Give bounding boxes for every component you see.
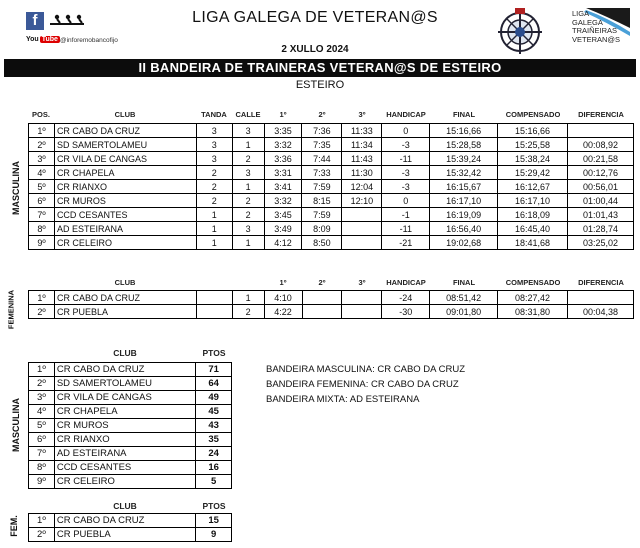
- note-femenina: BANDEIRA FEMENINA: CR CABO DA CRUZ: [266, 379, 459, 390]
- table-row: [29, 514, 232, 528]
- cell-club: CCD CESANTES: [54, 461, 195, 475]
- cell-tanda: 2: [196, 180, 232, 194]
- fem-header-final: FINAL: [452, 278, 476, 287]
- cell-pos: 2º: [29, 377, 55, 391]
- social-links: [26, 12, 88, 30]
- cell-ptos: 9: [196, 528, 232, 542]
- cell-s1: 3:32: [264, 138, 302, 152]
- cell-final: 19:02,68: [430, 236, 498, 250]
- cell-compensado: 16:18,09: [498, 208, 568, 222]
- table-row: [29, 222, 634, 236]
- cell-diferencia: 00:04,38: [567, 305, 633, 319]
- cell-compensado: 08:31,80: [498, 305, 568, 319]
- club-crest-icon: [498, 6, 542, 58]
- cell-final: 16:56,40: [430, 222, 498, 236]
- cell-ptos: 16: [196, 461, 232, 475]
- points-header-club: CLUB: [113, 348, 137, 358]
- cell-ptos: 45: [196, 405, 232, 419]
- cell-final: 15:28,58: [430, 138, 498, 152]
- cell-s1: 3:49: [264, 222, 302, 236]
- femenina-label: FEMENINA: [6, 289, 16, 330]
- table-row: [29, 152, 634, 166]
- cell-pos: 5º: [29, 419, 55, 433]
- cell-pos: 6º: [29, 194, 55, 208]
- cell-s3: 12:04: [342, 180, 382, 194]
- cell-pos: 4º: [29, 166, 55, 180]
- header-compensado: COMPENSADO: [505, 110, 561, 119]
- table-row: [29, 194, 634, 208]
- points-femenina-table: [28, 513, 232, 542]
- cell-s3: 12:10: [342, 194, 382, 208]
- cell-compensado: 15:38,24: [498, 152, 568, 166]
- table-row: [29, 391, 232, 405]
- cell-s1: 4:10: [264, 291, 302, 305]
- logo-line-3: TRAIÑEIRAS: [572, 26, 618, 35]
- cell-pos: 2º: [29, 138, 55, 152]
- cell-diferencia: 01:01,43: [568, 208, 634, 222]
- fem-header-s3: 3º: [358, 278, 366, 287]
- cell-pos: 2º: [29, 305, 55, 319]
- rowers-icon: [48, 12, 88, 28]
- liga-logo-icon: [566, 6, 632, 60]
- cell-club: CR CELEIRO: [54, 236, 196, 250]
- masculina-label: MASCULINA: [11, 161, 21, 215]
- cell-pos: 9º: [29, 475, 55, 489]
- cell-club: CR RIANXO: [54, 180, 196, 194]
- cell-s1: 4:22: [264, 305, 302, 319]
- cell-s1: 3:32: [264, 194, 302, 208]
- logo-line-1: LIGA: [572, 9, 590, 18]
- table-row: [29, 461, 232, 475]
- cell-compensado: 08:27,42: [498, 291, 568, 305]
- cell-pos: 8º: [29, 461, 55, 475]
- cell-club: AD ESTEIRANA: [54, 222, 196, 236]
- cell-s3: [342, 208, 382, 222]
- youtube-icon[interactable]: [26, 36, 60, 43]
- facebook-icon[interactable]: f: [26, 12, 44, 30]
- cell-s1: 4:12: [264, 236, 302, 250]
- cell-s3: [342, 236, 382, 250]
- cell-s1: 3:35: [264, 124, 302, 138]
- cell-s2: 7:33: [302, 166, 342, 180]
- cell-handicap: -24: [382, 291, 430, 305]
- cell-pos: 8º: [29, 222, 55, 236]
- cell-calle: 3: [232, 124, 264, 138]
- cell-s3: [342, 305, 382, 319]
- cell-club: CR PUEBLA: [54, 305, 196, 319]
- cell-s3: 11:30: [342, 166, 382, 180]
- cell-final: 15:32,42: [430, 166, 498, 180]
- cell-club: SD SAMERTOLAMEU: [54, 377, 195, 391]
- cell-s1: 3:31: [264, 166, 302, 180]
- femenina-results-table: [28, 290, 634, 319]
- fem-header-handicap: HANDICAP: [386, 278, 426, 287]
- cell-ptos: 71: [196, 363, 232, 377]
- cell-calle: 1: [232, 138, 264, 152]
- event-banner: II BANDEIRA DE TRAINERAS VETERAN@S DE ESTEIRO: [4, 59, 636, 77]
- table-row: [29, 236, 634, 250]
- table-row: [29, 377, 232, 391]
- cell-diferencia: 01:28,74: [568, 222, 634, 236]
- cell-s3: [342, 222, 382, 236]
- note-masculina: BANDEIRA MASCULINA: CR CABO DA CRUZ: [266, 364, 466, 375]
- cell-compensado: 16:12,67: [498, 180, 568, 194]
- cell-handicap: -21: [382, 236, 430, 250]
- fem-header-compensado: COMPENSADO: [505, 278, 561, 287]
- cell-calle: 1: [232, 236, 264, 250]
- cell-diferencia: 00:12,76: [568, 166, 634, 180]
- points-masculina-label: MASCULINA: [11, 398, 21, 452]
- note-mixta: BANDEIRA MIXTA: AD ESTEIRANA: [266, 394, 420, 405]
- cell-club: SD SAMERTOLAMEU: [54, 138, 196, 152]
- cell-handicap: -3: [382, 166, 430, 180]
- cell-calle: 2: [232, 305, 264, 319]
- cell-tanda: [196, 305, 232, 319]
- cell-club: CR CELEIRO: [54, 475, 195, 489]
- cell-s1: 3:41: [264, 180, 302, 194]
- cell-final: 09:01,80: [430, 305, 498, 319]
- cell-club: CR MUROS: [54, 419, 195, 433]
- cell-ptos: 5: [196, 475, 232, 489]
- points-fem-header-club: CLUB: [113, 501, 137, 511]
- cell-ptos: 49: [196, 391, 232, 405]
- cell-s3: [342, 291, 382, 305]
- table-row: [29, 528, 232, 542]
- cell-club: CR CABO DA CRUZ: [54, 124, 196, 138]
- fem-header-s1: 1º: [279, 278, 287, 287]
- masculina-results-table: [28, 123, 634, 250]
- venue-subtitle: ESTEIRO: [295, 79, 345, 91]
- cell-compensado: 18:41,68: [498, 236, 568, 250]
- cell-club: CR VILA DE CANGAS: [54, 391, 195, 405]
- cell-s2: 7:59: [302, 208, 342, 222]
- cell-diferencia: 01:00,44: [568, 194, 634, 208]
- header-handicap: HANDICAP: [386, 110, 426, 119]
- cell-calle: 1: [232, 291, 264, 305]
- cell-s1: 3:45: [264, 208, 302, 222]
- cell-pos: 1º: [29, 363, 55, 377]
- table-row: [29, 291, 634, 305]
- cell-ptos: 24: [196, 447, 232, 461]
- cell-s2: 7:59: [302, 180, 342, 194]
- cell-compensado: 15:16,66: [498, 124, 568, 138]
- cell-final: 16:19,09: [430, 208, 498, 222]
- cell-handicap: 0: [382, 124, 430, 138]
- cell-tanda: [196, 291, 232, 305]
- table-row: [29, 433, 232, 447]
- header-calle: CALLE: [235, 110, 261, 119]
- cell-pos: 3º: [29, 152, 55, 166]
- cell-pos: 7º: [29, 447, 55, 461]
- cell-s2: [302, 291, 342, 305]
- cell-tanda: 1: [196, 236, 232, 250]
- fem-header-s2: 2º: [318, 278, 326, 287]
- cell-tanda: 1: [196, 222, 232, 236]
- cell-handicap: -11: [382, 222, 430, 236]
- header-pos: POS.: [32, 110, 50, 119]
- cell-s2: 8:09: [302, 222, 342, 236]
- cell-calle: 2: [232, 194, 264, 208]
- page-title: LIGA GALEGA DE VETERAN@S: [192, 9, 438, 26]
- cell-diferencia: 00:21,58: [568, 152, 634, 166]
- cell-calle: 2: [232, 152, 264, 166]
- table-row: [29, 305, 634, 319]
- cell-club: CR CABO DA CRUZ: [54, 363, 195, 377]
- social-handle: @inforemobancofijo: [60, 37, 118, 44]
- cell-s3: 11:43: [342, 152, 382, 166]
- cell-final: 15:39,24: [430, 152, 498, 166]
- cell-club: CR CHAPELA: [54, 405, 195, 419]
- cell-club: CR CABO DA CRUZ: [54, 514, 195, 528]
- cell-final: 16:15,67: [430, 180, 498, 194]
- table-row: [29, 208, 634, 222]
- cell-s1: 3:36: [264, 152, 302, 166]
- cell-compensado: 16:45,40: [498, 222, 568, 236]
- table-row: [29, 180, 634, 194]
- cell-diferencia: [567, 291, 633, 305]
- cell-diferencia: 03:25,02: [568, 236, 634, 250]
- fem-header-club: CLUB: [114, 278, 136, 287]
- cell-diferencia: [568, 124, 634, 138]
- cell-pos: 9º: [29, 236, 55, 250]
- table-row: [29, 138, 634, 152]
- cell-handicap: -11: [382, 152, 430, 166]
- cell-calle: 1: [232, 180, 264, 194]
- cell-calle: 3: [232, 222, 264, 236]
- points-header-ptos: PTOS: [202, 348, 226, 358]
- youtube-you: You: [26, 36, 39, 43]
- event-date: 2 XULLO 2024: [281, 44, 349, 55]
- points-masculina-table: [28, 362, 232, 489]
- cell-compensado: 16:17,10: [498, 194, 568, 208]
- cell-diferencia: 00:08,92: [568, 138, 634, 152]
- cell-s3: 11:33: [342, 124, 382, 138]
- cell-diferencia: 00:56,01: [568, 180, 634, 194]
- header-final: FINAL: [452, 110, 476, 119]
- cell-s2: 7:44: [302, 152, 342, 166]
- points-fem-label: FEM.: [9, 515, 19, 537]
- cell-final: 16:17,10: [430, 194, 498, 208]
- table-row: [29, 447, 232, 461]
- cell-handicap: -3: [382, 138, 430, 152]
- cell-club: CR VILA DE CANGAS: [54, 152, 196, 166]
- cell-pos: 5º: [29, 180, 55, 194]
- logo-line-4: VETERAN@S: [572, 34, 621, 44]
- cell-handicap: -3: [382, 180, 430, 194]
- cell-pos: 6º: [29, 433, 55, 447]
- cell-s3: 11:34: [342, 138, 382, 152]
- cell-handicap: -1: [382, 208, 430, 222]
- cell-ptos: 64: [196, 377, 232, 391]
- cell-pos: 1º: [29, 124, 55, 138]
- cell-calle: 3: [232, 166, 264, 180]
- cell-tanda: 3: [196, 152, 232, 166]
- cell-pos: 3º: [29, 391, 55, 405]
- table-row: [29, 405, 232, 419]
- cell-s2: 7:36: [302, 124, 342, 138]
- cell-handicap: 0: [382, 194, 430, 208]
- cell-club: CR CHAPELA: [54, 166, 196, 180]
- cell-club: CR PUEBLA: [54, 528, 195, 542]
- cell-club: AD ESTEIRANA: [54, 447, 195, 461]
- table-row: [29, 475, 232, 489]
- cell-s2: [302, 305, 342, 319]
- cell-tanda: 3: [196, 124, 232, 138]
- cell-ptos: 35: [196, 433, 232, 447]
- cell-club: CCD CESANTES: [54, 208, 196, 222]
- table-row: [29, 363, 232, 377]
- cell-s2: 8:50: [302, 236, 342, 250]
- table-row: [29, 124, 634, 138]
- fem-header-diferencia: DIFERENCIA: [578, 278, 624, 287]
- youtube-tube: Tube: [41, 36, 58, 43]
- cell-ptos: 43: [196, 419, 232, 433]
- cell-pos: 7º: [29, 208, 55, 222]
- cell-s2: 8:15: [302, 194, 342, 208]
- table-row: [29, 166, 634, 180]
- logo-line-2: GALEGA: [572, 17, 603, 27]
- cell-compensado: 15:25,58: [498, 138, 568, 152]
- cell-tanda: 3: [196, 138, 232, 152]
- cell-s2: 7:35: [302, 138, 342, 152]
- header-s2: 2º: [318, 110, 326, 119]
- cell-calle: 2: [232, 208, 264, 222]
- header-diferencia: DIFERENCIA: [578, 110, 624, 119]
- cell-club: CR MUROS: [54, 194, 196, 208]
- cell-compensado: 15:29,42: [498, 166, 568, 180]
- cell-pos: 1º: [29, 291, 55, 305]
- points-fem-header-ptos: PTOS: [202, 501, 226, 511]
- header-club: CLUB: [114, 110, 136, 119]
- cell-ptos: 15: [196, 514, 232, 528]
- cell-club: CR RIANXO: [54, 433, 195, 447]
- cell-tanda: 2: [196, 166, 232, 180]
- cell-tanda: 2: [196, 194, 232, 208]
- cell-pos: 1º: [29, 514, 55, 528]
- cell-final: 15:16,66: [430, 124, 498, 138]
- table-row: [29, 419, 232, 433]
- cell-tanda: 1: [196, 208, 232, 222]
- cell-club: CR CABO DA CRUZ: [54, 291, 196, 305]
- cell-final: 08:51,42: [430, 291, 498, 305]
- header-tanda: TANDA: [201, 110, 227, 119]
- cell-handicap: -30: [382, 305, 430, 319]
- header-s1: 1º: [279, 110, 287, 119]
- cell-pos: 2º: [29, 528, 55, 542]
- header-s3: 3º: [358, 110, 366, 119]
- cell-pos: 4º: [29, 405, 55, 419]
